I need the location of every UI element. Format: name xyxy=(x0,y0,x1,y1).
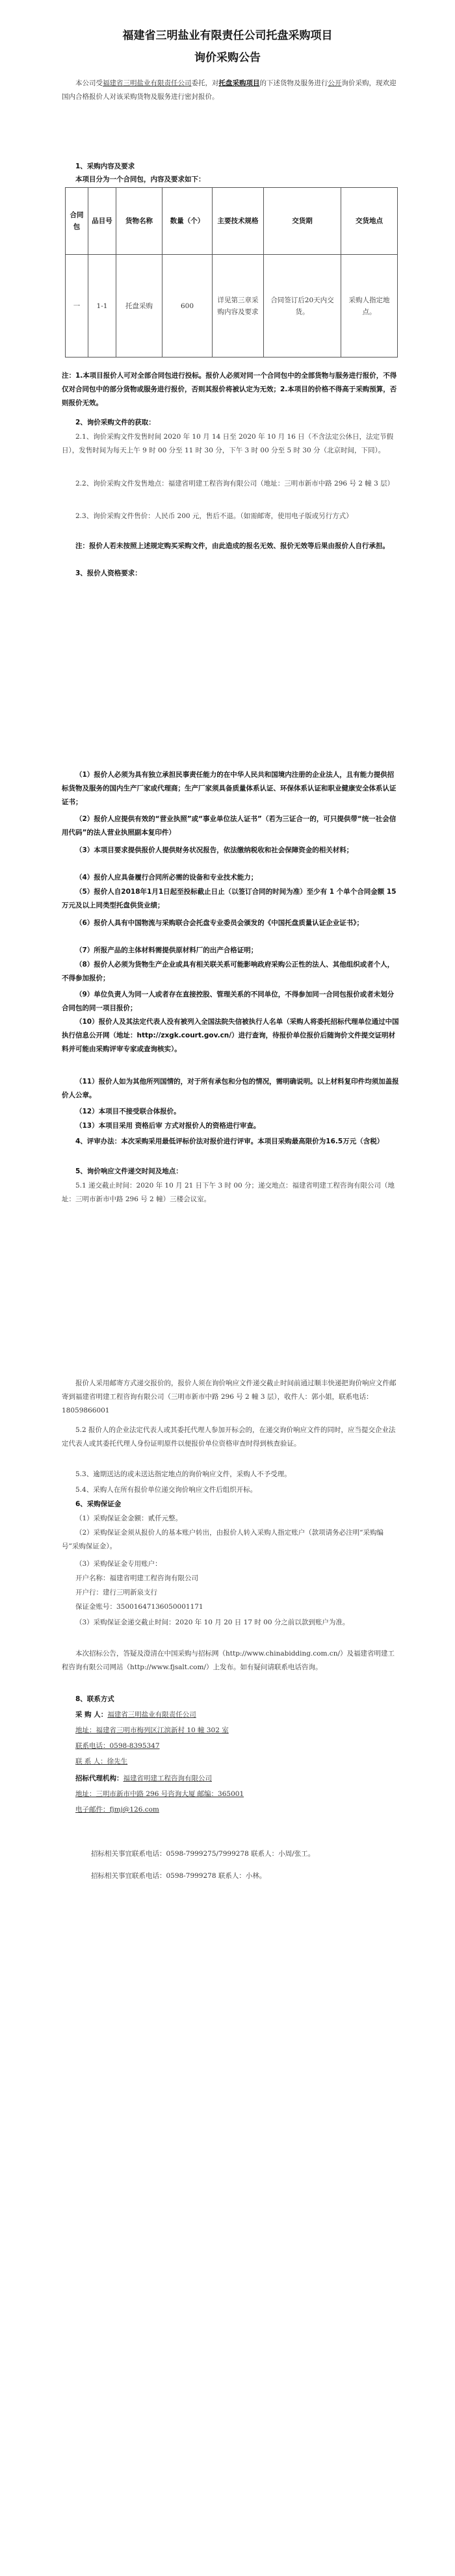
deposit-line-1: （1）采购保证金金额：贰仟元整。 xyxy=(75,1515,183,1522)
buyer-name: 福建省三明盐业有限责任公司 xyxy=(107,1711,196,1719)
document-title: 福建省三明盐业有限责任公司托盘采购项目 xyxy=(122,29,333,42)
section5-item5: 5.4、采购人在所有报价单位递交询价响应文件后组织开标。 xyxy=(75,1486,257,1494)
section2-heading: 2、询价采购文件的获取： xyxy=(75,419,155,426)
intro-mid1: 委托，对 xyxy=(191,79,219,87)
buyer-phone: 联系电话：0598-8395347 xyxy=(75,1742,160,1750)
col-header-delivery-place: 交货地点 xyxy=(341,188,398,255)
section5-heading: 5、询价响应文件递交时间及地点： xyxy=(75,1167,183,1175)
intro-client: 福建省三明盐业有限责任公司 xyxy=(103,79,192,87)
section5-text: 5.1 递交截止时间：2020 年 10 月 21 日下午 3 时 00 分；递交地点：福建省明建工程咨询有限公司（地址：三明市新市中路 296 号 2 幢）三楼会议室。 xyxy=(62,1182,395,1203)
cell-quantity: 600 xyxy=(162,255,213,358)
section2-note: 注：报价人若未按照上述规定购买采购文件，由此造成的报名无效、报价无效等后果由报价人自行承担。 xyxy=(75,542,389,550)
col-header-package: 合同包 xyxy=(66,188,88,255)
agent-address: 地址：三明市新市中路 296 号咨询大厦 邮编：365001 xyxy=(75,1790,244,1798)
deposit-line-3: （3）采购保证金专用账户： xyxy=(75,1560,162,1568)
requirement-12: （12）本项目不接受联合体报价。 xyxy=(75,1108,181,1115)
section2-item2: 2.2、询价采购文件发售地点：福建省明建工程咨询有限公司（地址：三明市新市中路 296 号 2 幢 3 层） xyxy=(75,480,395,488)
col-header-quantity: 数量（个） xyxy=(162,188,213,255)
deposit-line-4: 开户名称：福建省明建工程咨询有限公司 xyxy=(75,1574,198,1582)
buyer-contact: 联 系 人：徐先生 xyxy=(75,1758,128,1765)
requirement-10: （10）报价人及其法定代表人没有被列入全国法院失信被执行人名单（采购人将委托招标代理单位通过中国执行信息公开网（地址：http://zxgk.court.gov.cn/）进行查询，待报价单位报价后随询价文件提交证明材料并可能由采购评审专家或查询核实）。 xyxy=(62,1018,399,1053)
intro-mode: 公开 xyxy=(328,79,342,87)
requirement-1: （1）报价人必须为具有独立承担民事责任能力的在中华人民共和国境内注册的企业法人，且有能力提供招标货物及服务的国内生产厂家或代理商；生产厂家须具备质量体系认证、环保体系认证和职业健康安全体系认证证书； xyxy=(62,771,396,806)
intro-suffix: 询价采购，现欢迎国内合格报价人对该采购货物及服务进行密封报价。 xyxy=(62,79,396,101)
deposit-line-7: （3）采购保证金递交截止时间：2020 年 10 月 20 日 17 时 00 分之前以款到账户为准。 xyxy=(75,1619,350,1626)
requirement-13: （13）本项目采用 资格后审 方式对报价人的资格进行审查。 xyxy=(75,1122,261,1130)
section4-text: 4、评审办法：本次采购采用最低评标价法对报价进行评审。本项目采购最高限价为16.5万元（含税） xyxy=(75,1138,384,1145)
section1-heading: 1、采购内容及要求 xyxy=(75,163,135,170)
agent-email: 电子邮件：fjmj@126.com xyxy=(75,1806,159,1814)
buyer-address: 地址：福建省三明市梅列区江滨新村 10 幢 302 室 xyxy=(75,1726,229,1734)
col-header-spec: 主要技术规格 xyxy=(213,188,264,255)
intro-project: 托盘采购项目 xyxy=(218,79,260,87)
cell-item-no: 1-1 xyxy=(88,255,116,358)
section1-note: 本项目分为一个合同包，内容及要求如下： xyxy=(75,176,205,183)
requirement-7: （7）所报产品的主体材料需提供原材料厂的出产合格证明； xyxy=(75,946,258,954)
intro-prefix: 本公司受 xyxy=(75,79,103,87)
requirement-8: （8）报价人必须为货物生产企业或具有相关联关系可能影响政府采购公正性的法人、其他组织或者个人，不得参加报价； xyxy=(62,961,395,982)
cell-spec: 详见第三章采购内容及要求 xyxy=(213,255,264,358)
cell-delivery-time: 合同签订后20天内交货。 xyxy=(264,255,341,358)
cell-delivery-place: 采购人指定地点。 xyxy=(341,255,398,358)
requirement-11: （11）报价人如为其他所列国情的，对于所有承包和分包的情况，需明确说明。以上材料复印件均须加盖报价人公章。 xyxy=(62,1078,399,1099)
requirement-9: （9）单位负责人为同一人或者存在直接控股、管理关系的不同单位，不得参加同一合同包报价或者未划分合同包的同一项目报价； xyxy=(62,991,395,1012)
section5-item2: 报价人采用邮寄方式递交报价的，报价人须在询价响应文件递交截止时间前通过顺丰快递把询价响应文件邮寄到福建省明建工程咨询有限公司（三明市新市中路 296 号 2 幢 3 层），收件人：郭小姐，联系电话：18059866001 xyxy=(62,1379,396,1414)
agent-line xyxy=(75,1772,413,1786)
footer-contact-2: 招标相关事宜联系电话：0598-7999278 联系人：小林。 xyxy=(91,1872,266,1880)
document-subtitle: 询价采购公告 xyxy=(194,51,261,64)
section1-notes: 注：1.本项目报价人可对全部合同包进行投标。报价人必须对同一个合同包中的全部货物与服务进行报价，不得仅对合同包中的部分货物或服务进行报价，否则其报价将被认定为无效；2.本项目的价格不得高于采购预算，否则报价无效。 xyxy=(62,372,397,407)
col-header-item-no: 品目号 xyxy=(88,188,116,255)
section6-heading: 6、采购保证金 xyxy=(75,1500,122,1508)
deposit-line-5: 开户行：建行三明新泉支行 xyxy=(75,1589,157,1596)
footer-contact-1: 招标相关事宜联系电话：0598-7999275/7999278 联系人：小周/张工。 xyxy=(91,1850,315,1858)
section5-item4: 5.3、逾期送达的或未送达指定地点的询价响应文件，采购人不予受理。 xyxy=(75,1470,291,1478)
agent-label: 招标代理机构： xyxy=(75,1775,124,1782)
agent-name: 福建省明建工程咨询有限公司 xyxy=(123,1775,212,1782)
section2-item3: 2.3、询价采购文件售价：人民币 200 元，售后不退。（如需邮寄，使用电子版或另行方式） xyxy=(75,512,353,520)
deposit-line-6: 保证金账号：35001647136050001171 xyxy=(75,1603,203,1611)
deposit-line-2: （2）采购保证金须从报价人的基本账户转出，由报价人转入采购人指定账户（款项请务必注明“采购编号”采购保证金）。 xyxy=(62,1529,384,1550)
table-row xyxy=(66,255,398,358)
section7-text: 本次招标公告，答疑及澄清在中国采购与招标网（http://www.chinabidding.com.cn/）及福建省明建工程咨询有限公司网站（http://www.fjsalt.com/）上发布。如有疑问请联系电话咨询。 xyxy=(62,1650,395,1671)
requirement-6: （6）报价人具有中国物流与采购联合会托盘专业委员会颁发的《中国托盘质量认证企业证书》； xyxy=(75,919,364,927)
col-header-delivery-time: 交货期 xyxy=(264,188,341,255)
requirement-2: （2）报价人应提供有效的“营业执照”或“事业单位法人证书”（若为三证合一的，可只提供带“统一社会信用代码”的法人营业执照副本复印件） xyxy=(62,815,396,837)
buyer-label: 采 购 人： xyxy=(75,1711,108,1719)
section3-heading: 3、报价人资格要求： xyxy=(75,569,142,577)
procurement-table xyxy=(65,187,398,358)
cell-package: 一 xyxy=(66,255,88,358)
section8-heading: 8、联系方式 xyxy=(75,1695,114,1703)
requirement-3: （3）本项目要求提供报价人提供财务状况报告，依法缴纳税收和社会保障资金的相关材料； xyxy=(75,846,354,854)
table-header-row xyxy=(66,188,398,255)
cell-goods-name: 托盘采购 xyxy=(116,255,162,358)
requirement-4: （4）报价人应具备履行合同所必需的设备和专业技术能力； xyxy=(75,874,258,881)
intro-mid2: 的下述货物及服务进行 xyxy=(259,79,328,87)
intro-paragraph xyxy=(62,77,400,104)
buyer-line xyxy=(75,1708,413,1722)
section5-item3: 5.2 报价人的企业法定代表人或其委托代理人参加开标会的，在递交询价响应文件的同时，应当提交企业法定代表人或其委托代理人身份证明原件以便报价单位资格审查时得到核查验证。 xyxy=(62,1426,396,1448)
requirement-5: （5）报价人自2018年1月1日起至投标截止日止（以签订合同的时间为准）至少有 1 个单个合同金额 15 万元及以上同类型托盘供货业绩； xyxy=(62,888,396,909)
col-header-goods-name: 货物名称 xyxy=(116,188,162,255)
section2-item1: 2.1、询价采购文件发售时间 2020 年 10 月 14 日至 2020 年 10 月 16 日（不含法定公休日，法定节假日），发售时间为每天上午 9 时 00 分至 11 时 30 分，下午 3 时 00 分至 5 时 30 分（北京时间，下同）。 xyxy=(62,433,394,454)
